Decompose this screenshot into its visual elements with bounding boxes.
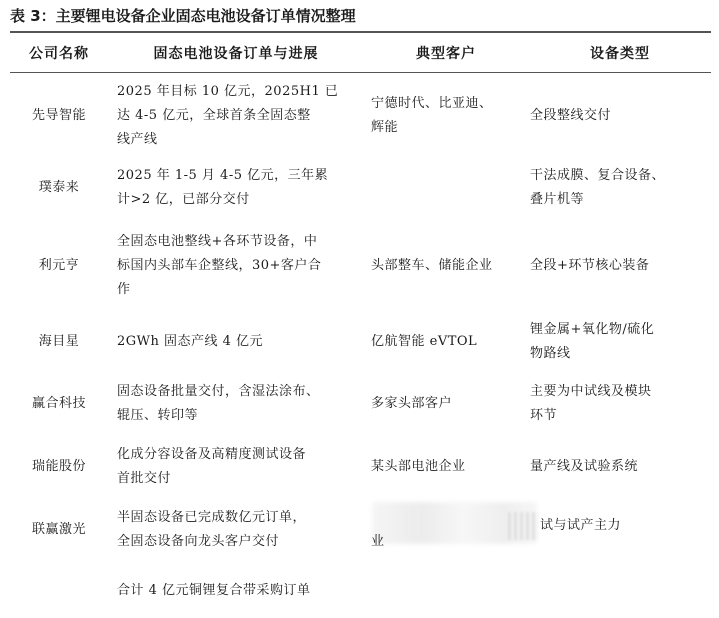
table-row-3-orders: 全固态电池整线+各环节设备，中 标国内头部车企整线，30+客户合 作 [117, 234, 322, 297]
table-row-6-customers: 某头部电池企业 [371, 459, 466, 474]
table-row-1-orders: 2025 年目标 10 亿元，2025H1 已 达 4-5 亿元，全球首条全固态整 线产线 [117, 84, 339, 147]
header-company: 公司名称 [29, 45, 89, 62]
table-row-3-customers: 头部整车、储能企业 [371, 258, 493, 273]
table-row-4-equipment: 锂金属+氧化物/硫化 物路线 [530, 322, 655, 361]
table-row-7-orders: 半固态设备已完成数亿元订单， 全固态设备向龙头客户交付 [117, 510, 307, 549]
table-row-4-customers: 亿航智能 eVTOL [371, 334, 478, 349]
table-row-7-company: 联赢激光 [31, 522, 86, 537]
table-row-6-orders: 化成分容设备及高精度测试设备 首批交付 [117, 447, 307, 486]
table-row-5-orders: 固态设备批量交付，含湿法涂布、 辊压、转印等 [117, 384, 320, 423]
table-row-2-orders: 2025 年 1-5 月 4-5 亿元，三年累 计>2 亿，已部分交付 [117, 168, 329, 207]
table-row-8-orders: 合计 4 亿元铜锂复合带采购订单 [117, 583, 311, 598]
table-caption: 表 3：主要锂电设备企业固态电池设备订单情况整理 [10, 7, 356, 25]
table-row-3-equipment: 全段+环节核心装备 [530, 258, 650, 273]
table-row-6-company: 瑞能股份 [31, 459, 86, 474]
table-row-2-company: 璞泰来 [38, 180, 80, 195]
table-row-1-customers: 宁德时代、比亚迪、 辉能 [371, 96, 493, 135]
table-row-3-company: 利元亨 [38, 258, 80, 273]
table-row-4-orders: 2GWh 固态产线 4 亿元 [117, 334, 264, 349]
table-header-rule [10, 72, 711, 73]
table-row-7-customers: 业 [371, 534, 385, 549]
header-equipment: 设备类型 [590, 45, 650, 62]
table-row-5-company: 赢合科技 [31, 396, 86, 411]
table-row-1-equipment: 全段整线交付 [530, 108, 612, 123]
table-row-2-equipment: 干法成膜、复合设备、 叠片机等 [530, 168, 666, 207]
table-row-5-customers: 多家头部客户 [371, 396, 453, 411]
table-row-5-equipment: 主要为中试线及模块 环节 [530, 384, 652, 423]
table-row-6-equipment: 量产线及试验系统 [530, 459, 639, 474]
header-orders: 固态电池设备订单与进展 [153, 45, 319, 62]
table-row-1-company: 先导智能 [31, 108, 86, 123]
header-customers: 典型客户 [416, 45, 476, 62]
table-row-4-company: 海目星 [38, 334, 80, 349]
table-row-7-equipment: 试与试产主力 [540, 518, 622, 533]
